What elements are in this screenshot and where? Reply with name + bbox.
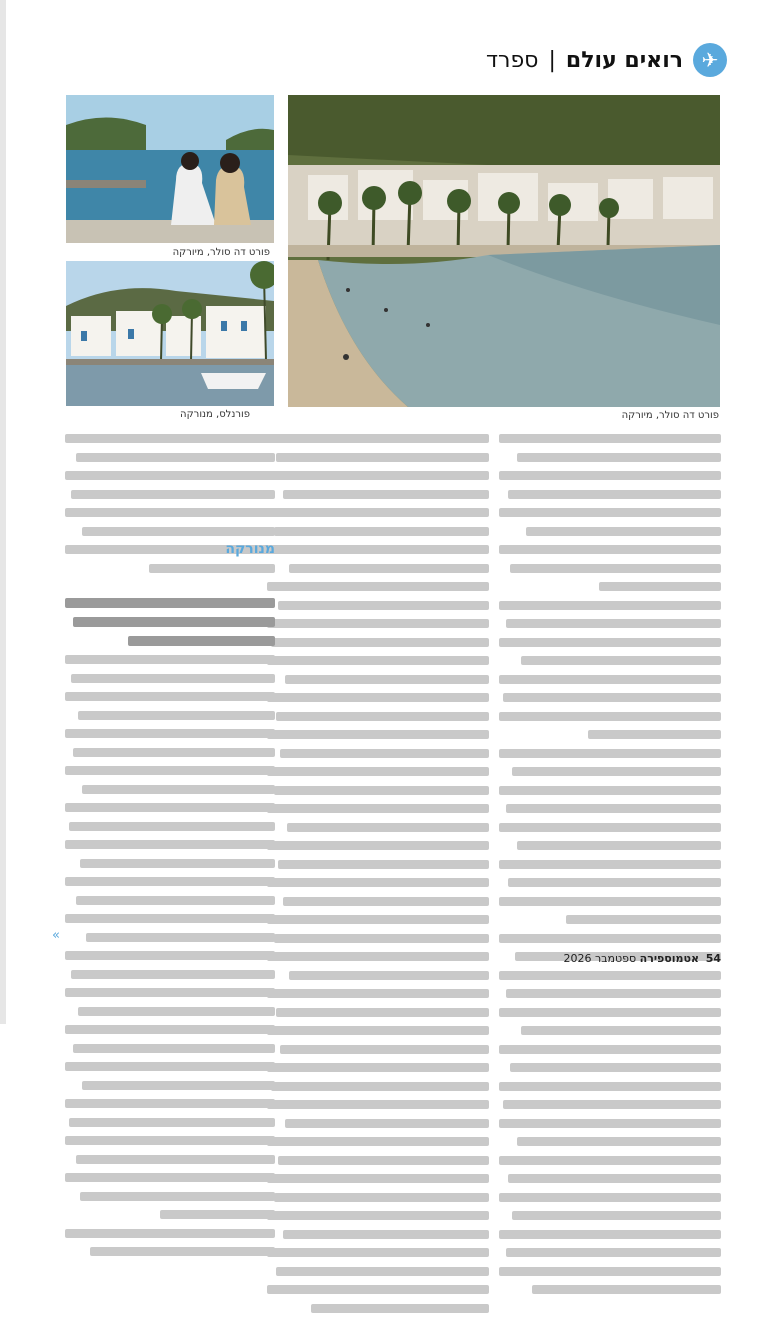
text-line (80, 1192, 275, 1201)
text-line (506, 804, 721, 813)
text-line (499, 545, 721, 554)
text-line (508, 490, 721, 499)
text-line (267, 1285, 489, 1294)
text-line (65, 508, 275, 517)
text-line (499, 1193, 721, 1202)
text-line (512, 1211, 721, 1220)
issue-date: ספטמבר 2026 (563, 952, 637, 965)
text-line (267, 434, 489, 443)
text-line (566, 915, 721, 924)
text-line (280, 1045, 489, 1054)
text-line (499, 1045, 721, 1054)
text-line (90, 1247, 275, 1256)
text-line (274, 786, 489, 795)
spacer (65, 582, 275, 598)
footer-publication (563, 952, 699, 965)
text-line (276, 712, 489, 721)
text-line (267, 841, 489, 850)
magazine-name: אטמוספירה (639, 952, 699, 965)
text-line (82, 1081, 275, 1090)
text-line (503, 693, 721, 702)
text-line (80, 859, 275, 868)
text-line (503, 1100, 721, 1109)
text-column-left (65, 434, 275, 1266)
text-line (289, 564, 489, 573)
text-line (267, 804, 489, 813)
text-line (65, 877, 275, 886)
text-line (283, 1230, 489, 1239)
text-line (71, 490, 275, 499)
photo-port-de-soller-beach (288, 95, 720, 407)
text-line (274, 527, 489, 536)
text-line (69, 822, 275, 831)
text-line (267, 582, 489, 591)
text-line (278, 601, 489, 610)
text-line (73, 748, 275, 757)
text-line (274, 1193, 489, 1202)
text-line (499, 934, 721, 943)
text-line (311, 1304, 489, 1313)
text-line (65, 1229, 275, 1238)
text-line (267, 1137, 489, 1146)
page-edge (0, 0, 6, 1024)
page-number: 54 (705, 952, 721, 965)
page-header (486, 42, 727, 78)
text-line (65, 840, 275, 849)
text-line (71, 674, 275, 683)
text-line (267, 656, 489, 665)
text-line (73, 1044, 275, 1053)
text-line (499, 712, 721, 721)
caption-big-photo: פורט דה סולר, מיורקה (621, 410, 719, 421)
text-line (499, 823, 721, 832)
photo-couple-harbour (66, 95, 274, 243)
text-line (285, 1119, 489, 1128)
airplane-icon: ✈ (693, 43, 727, 77)
text-line (276, 1267, 489, 1276)
text-line (287, 823, 489, 832)
text-line (65, 434, 275, 443)
page-footer (56, 952, 721, 972)
text-line (499, 860, 721, 869)
text-line (499, 1230, 721, 1239)
text-line (499, 1008, 721, 1017)
text-line (285, 675, 489, 684)
text-line (86, 933, 275, 942)
text-line (267, 915, 489, 924)
text-line (278, 1156, 489, 1165)
text-line (506, 989, 721, 998)
text-line (517, 841, 721, 850)
text-line (149, 564, 275, 573)
text-line (267, 508, 489, 517)
text-line (499, 1267, 721, 1276)
text-line (499, 897, 721, 906)
text-line (267, 1174, 489, 1183)
text-line (65, 914, 275, 923)
text-column-middle (267, 434, 489, 1322)
text-line (283, 490, 489, 499)
text-line (65, 471, 275, 480)
text-line (499, 601, 721, 610)
text-line (588, 730, 721, 739)
text-line (499, 638, 721, 647)
text-line (499, 434, 721, 443)
subheading-line (73, 617, 275, 627)
text-line (517, 1137, 721, 1146)
text-line (499, 1082, 721, 1091)
text-line (508, 878, 721, 887)
subheading-line (65, 598, 275, 608)
text-line (267, 730, 489, 739)
text-column-right (499, 434, 721, 1304)
text-line (267, 878, 489, 887)
text-line (499, 471, 721, 480)
text-line (526, 527, 721, 536)
text-line (274, 934, 489, 943)
text-line (267, 545, 489, 554)
text-line (271, 1082, 489, 1091)
text-line (499, 1119, 721, 1128)
text-line (267, 1063, 489, 1072)
text-line (82, 527, 275, 536)
text-line (65, 729, 275, 738)
text-line (517, 453, 721, 462)
text-line (267, 989, 489, 998)
text-line (267, 1100, 489, 1109)
text-line (499, 1156, 721, 1165)
text-line (499, 675, 721, 684)
text-line (280, 749, 489, 758)
text-line (78, 1007, 275, 1016)
text-line (599, 582, 721, 591)
text-line (69, 1118, 275, 1127)
text-line (65, 692, 275, 701)
text-line (65, 1025, 275, 1034)
text-line (65, 803, 275, 812)
text-line (499, 749, 721, 758)
photo-fornells (66, 261, 274, 406)
text-line (65, 1062, 275, 1071)
text-line (510, 1063, 721, 1072)
text-line (267, 693, 489, 702)
text-line (76, 453, 276, 462)
text-line (506, 619, 721, 628)
text-line (267, 767, 489, 776)
continue-arrow-icon: » (52, 928, 60, 943)
text-line (267, 471, 489, 480)
text-line (82, 785, 275, 794)
menorca-heading: מנורקה (225, 541, 275, 557)
text-line (283, 897, 489, 906)
text-line (76, 896, 276, 905)
text-line (65, 988, 275, 997)
text-line (267, 1248, 489, 1257)
text-line (532, 1285, 721, 1294)
text-line (65, 1136, 275, 1145)
text-line (65, 655, 275, 664)
text-line (521, 1026, 721, 1035)
text-line (65, 1099, 275, 1108)
caption-top-small: פורט דה סולר, מיורקה (172, 247, 270, 258)
text-line (271, 638, 489, 647)
text-line (506, 1248, 721, 1257)
text-line (276, 1008, 489, 1017)
text-line (76, 1155, 276, 1164)
text-line (499, 508, 721, 517)
header-separator: | (548, 47, 556, 73)
text-line (521, 656, 721, 665)
text-line (160, 1210, 276, 1219)
text-line (510, 564, 721, 573)
section-title: רואים עולם (565, 47, 683, 73)
text-line (267, 1026, 489, 1035)
caption-mid-small: פורנלס, מנורקה (180, 409, 250, 420)
text-line (78, 711, 275, 720)
text-line (65, 766, 275, 775)
text-line (512, 767, 721, 776)
text-line (276, 453, 489, 462)
header-country: ספרד (486, 47, 539, 73)
text-line (499, 786, 721, 795)
text-line (278, 860, 489, 869)
text-line (65, 1173, 275, 1182)
text-line (508, 1174, 721, 1183)
text-line (267, 1211, 489, 1220)
subheading-line (128, 636, 275, 646)
text-line (267, 619, 489, 628)
